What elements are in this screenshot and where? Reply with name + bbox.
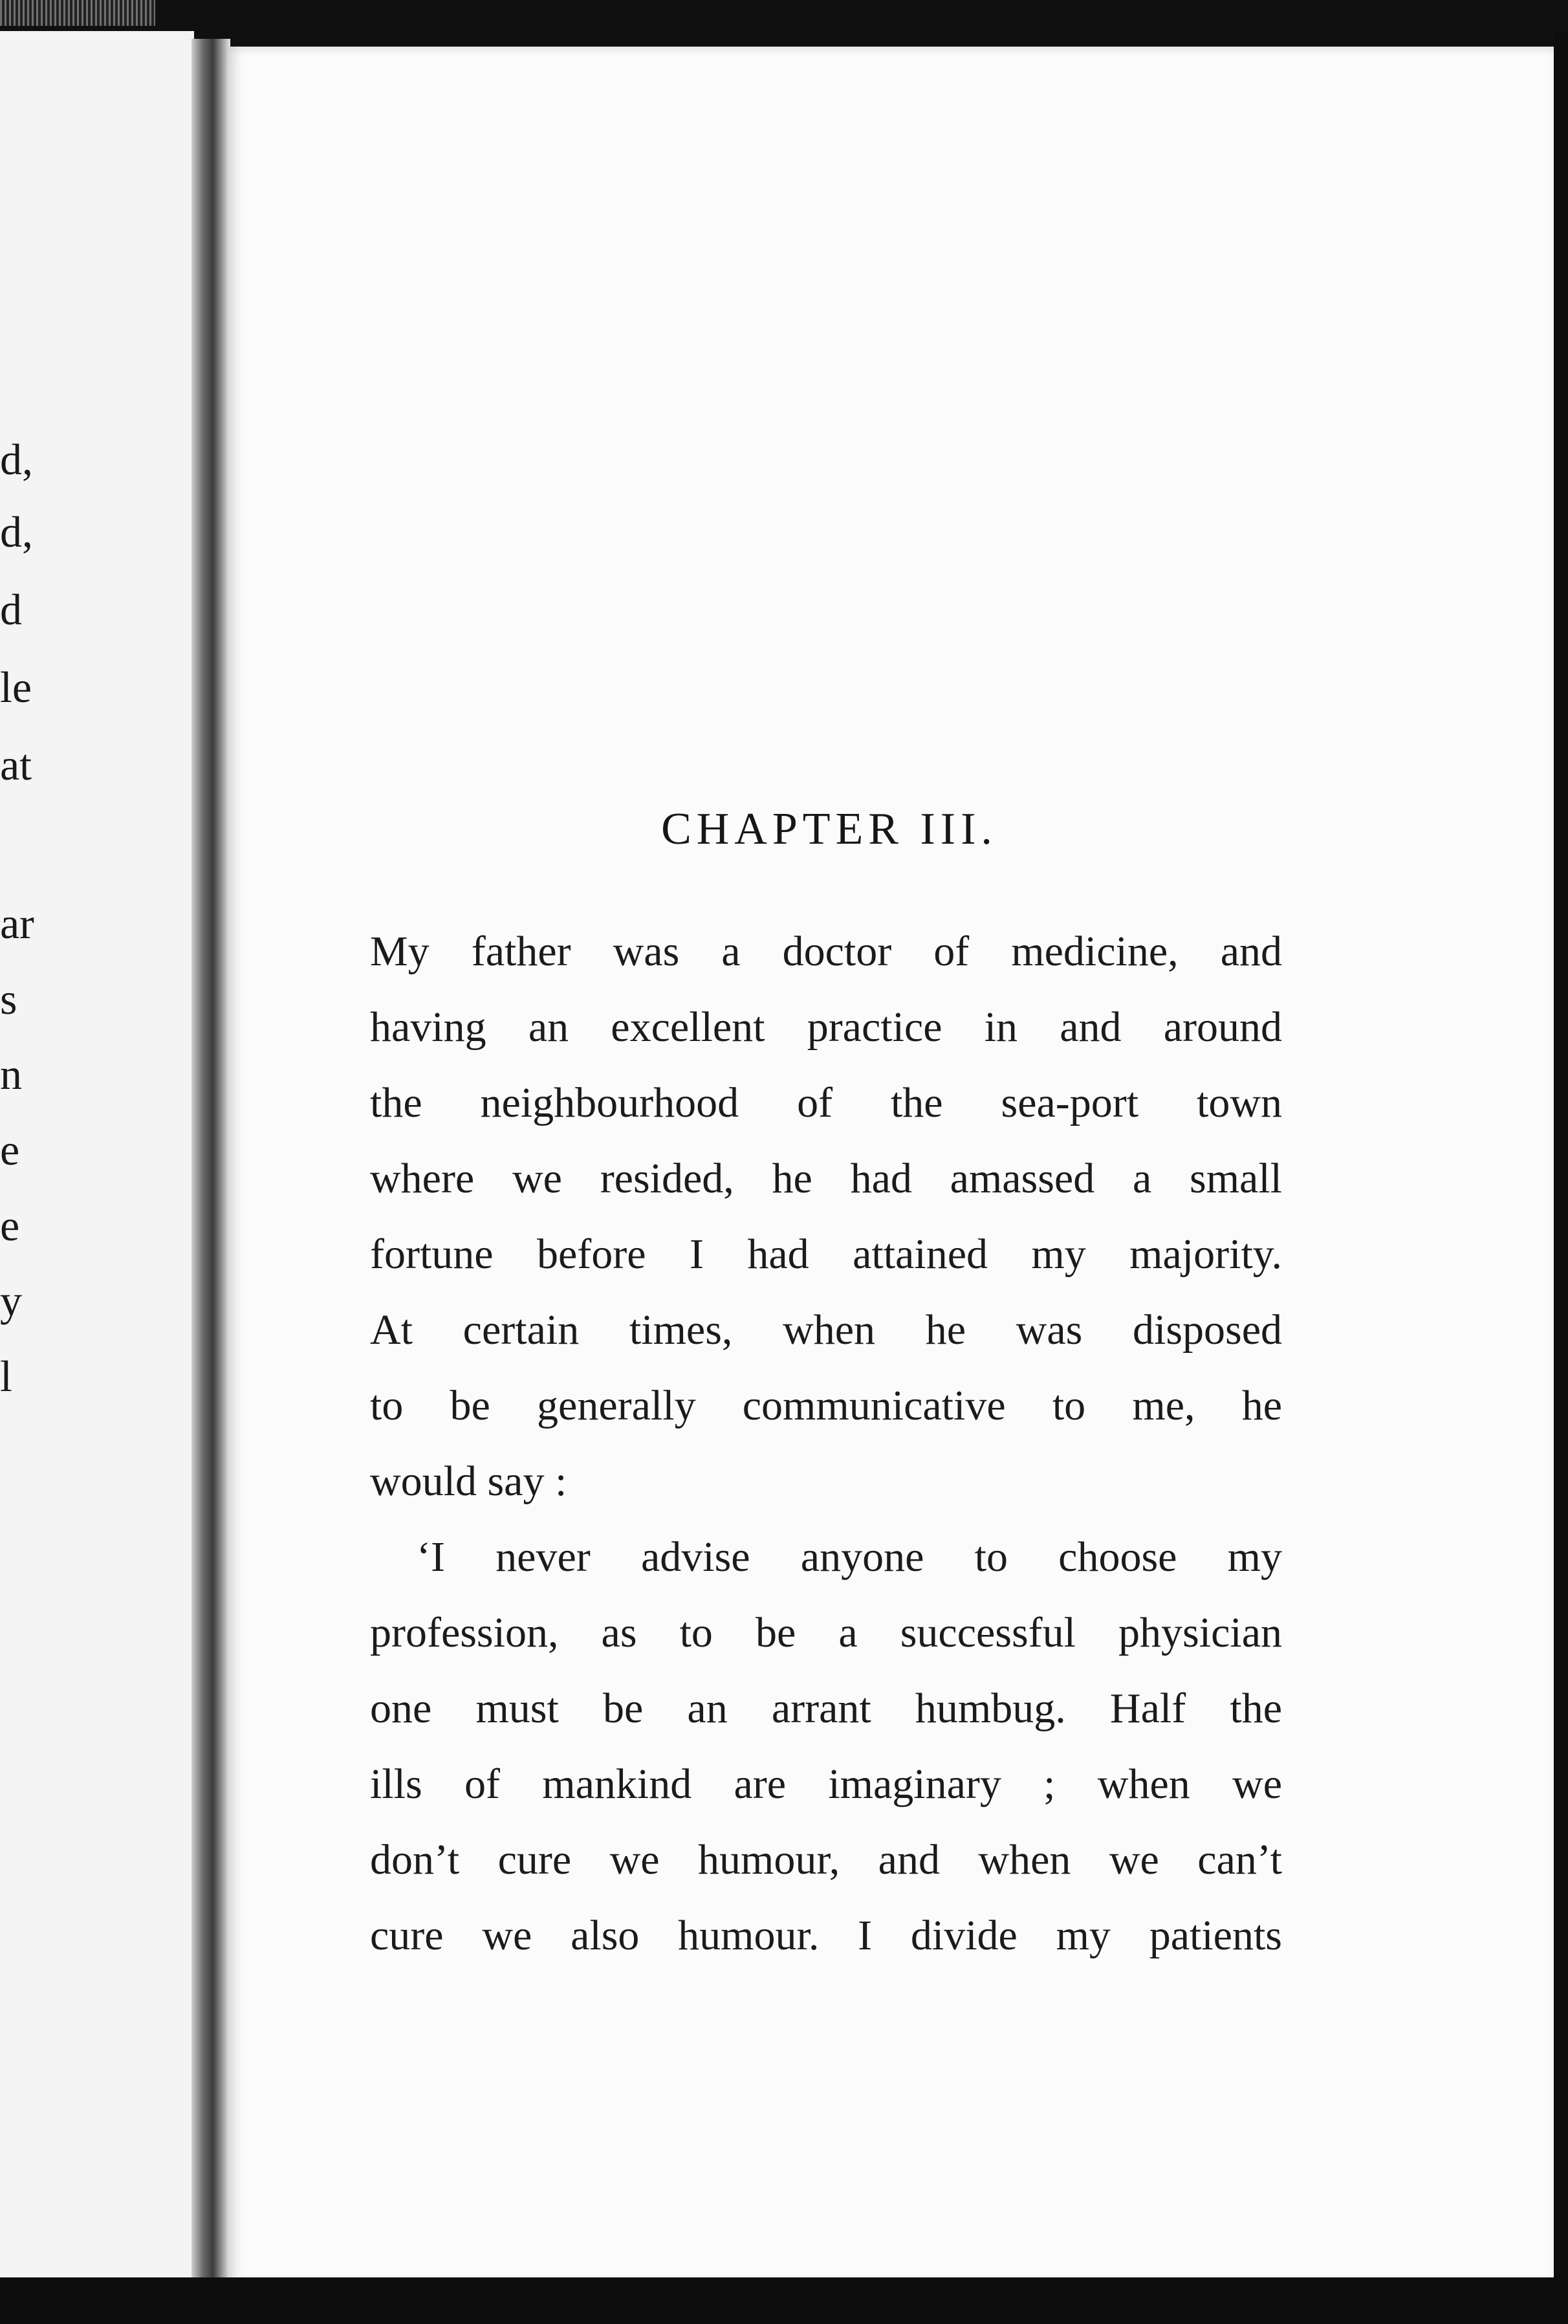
book-gutter [191, 39, 230, 2277]
text-line: profession, as to be a successful physician [370, 1609, 1282, 1656]
text-line: don’t cure we humour, and when we can’t [370, 1836, 1282, 1883]
left-page-text-fragment: d, [0, 507, 33, 556]
text-line: would say : [370, 1458, 567, 1505]
left-page-text-fragment: e [0, 1125, 20, 1174]
text-line: where we resided, he had amassed a small [370, 1155, 1282, 1202]
chapter-heading: CHAPTER III. [661, 804, 997, 854]
text-line: one must be an arrant humbug. Half the [370, 1685, 1282, 1732]
text-line: to be generally communicative to me, he [370, 1382, 1282, 1429]
right-page [228, 47, 1554, 2290]
text-line: ‘I never advise anyone to choose my [417, 1533, 1282, 1581]
text-line: cure we also humour. I divide my patients [370, 1912, 1282, 1959]
scan-bottom-edge [0, 2277, 1568, 2324]
text-line: having an excellent practice in and around [370, 1003, 1282, 1051]
left-page-text-fragment: le [0, 663, 32, 712]
text-line: fortune before I had attained my majority. [370, 1231, 1282, 1278]
left-page-text-fragment: e [0, 1201, 20, 1250]
left-page-text-fragment: l [0, 1352, 12, 1401]
text-line: My father was a doctor of medicine, and [370, 928, 1282, 975]
text-line: the neighbourhood of the sea-port town [370, 1079, 1282, 1126]
scan-right-edge [1554, 31, 1568, 2296]
left-page-fragment [0, 31, 194, 2277]
left-page-text-fragment: d [0, 585, 22, 634]
left-page-text-fragment: y [0, 1276, 22, 1325]
scan-top-edge [0, 0, 1568, 52]
left-page-text-fragment: at [0, 740, 32, 789]
left-page-text-fragment: d, [0, 435, 33, 484]
left-page-text-fragment: ar [0, 899, 34, 948]
text-line: At certain times, when he was disposed [370, 1306, 1282, 1354]
left-page-text-fragment: n [0, 1049, 22, 1099]
scan-marker-strip [0, 0, 155, 26]
left-page-text-fragment: s [0, 974, 17, 1024]
text-line: ills of mankind are imaginary ; when we [370, 1760, 1282, 1808]
body-text [370, 914, 1282, 1973]
